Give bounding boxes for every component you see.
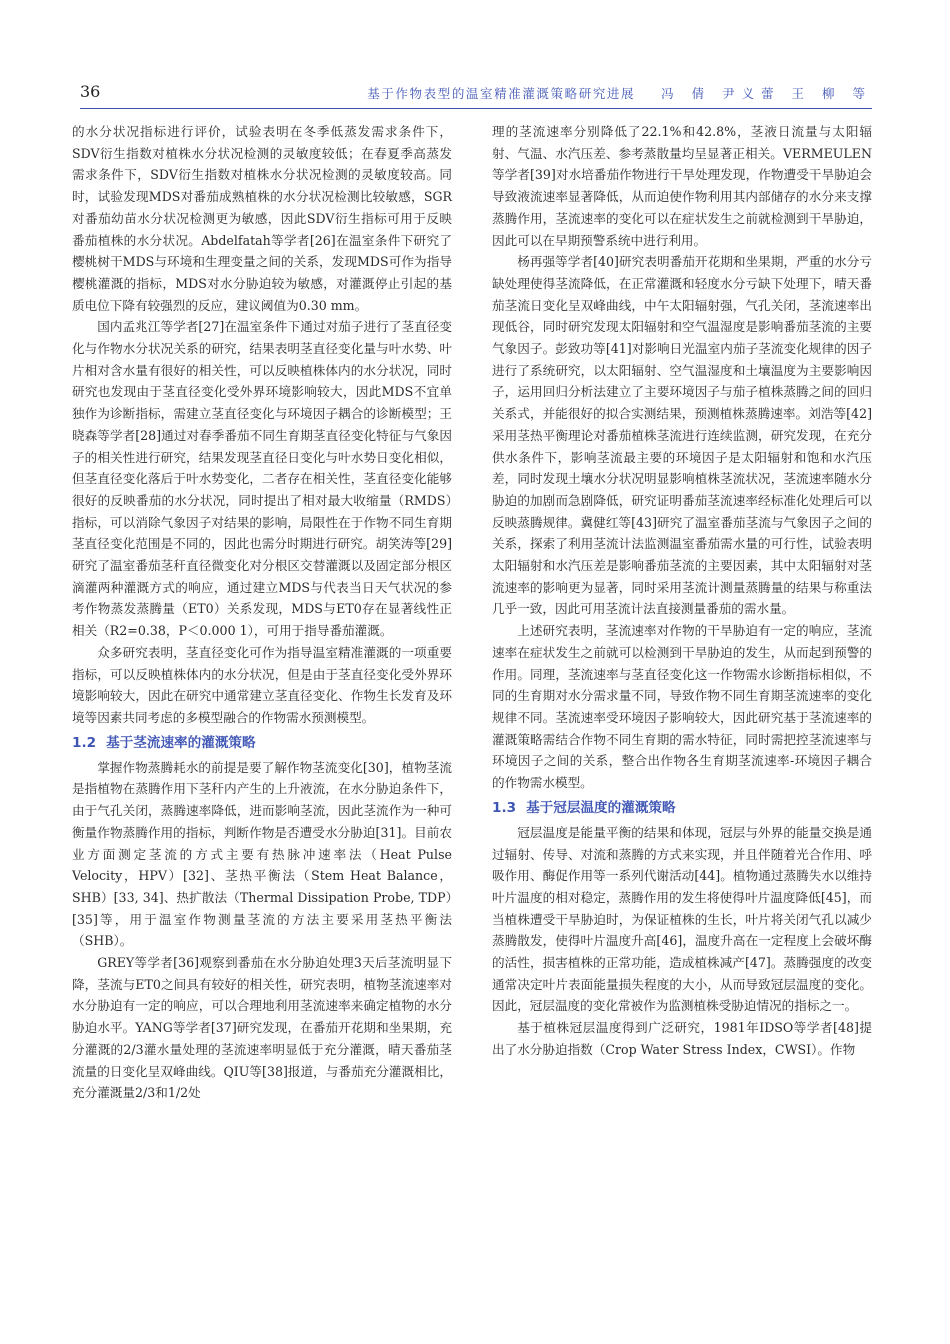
body-paragraph: GREY等学者[36]观察到番茄在水分胁迫处理3天后茎流明显下降，茎流与ET0之间具有较好的相关性，研究表明，植物茎流速率对水分胁迫有一定的响应，可以合理地利用茎流速率来确定植物的水分胁迫水平。YANG等学者[37]研究发现，在番茄开花期和坐果期，充分灌溉的2/3灌水量处理的茎流速率明显低于充分灌溉，晴天番茄茎流量的日变化呈双峰曲线。QIU等[38]报道，与番茄充分灌溉相比，充分灌溉量2/3和1/2处 [72,955,452,1101]
section-number: 1.3 [492,799,517,816]
body-paragraph: 的水分状况指标进行评价，试验表明在冬季低蒸发需求条件下，SDV衍生指数对植株水分状况检测的灵敏度较低；在春夏季高蒸发需求条件下，SDV衍生指数对植株水分状况检测的灵敏度较高。同时，试验发现MDS对番茄成熟植株的水分状况检测比较敏感，SGR对番茄幼苗水分状况检测更为敏感，因此SDV衍生指标可用于反映番茄植株的水分状况。Abdelfatah等学者[26]在温室条件下研究了樱桃树干MDS与环境和生理变量之间的关系，发现MDS可作为指导樱桃灌溉的指标，MDS对水分胁迫较为敏感，对灌溉停止引起的基质电位下降有较强烈的反应，建议阈值为0.30 mm。 [72,124,452,313]
section-heading [492,797,872,819]
left-column [72,121,452,1104]
running-header [367,84,872,102]
body-paragraph: 理的茎流速率分别降低了22.1%和42.8%，茎液日流量与太阳辐射、气温、水汽压差、参考蒸散量均呈显著正相关。VERMEULEN等学者[39]对水培番茄作物进行干旱处理发现，作物遭受干旱胁迫会导致液流速率显著降低，从而迫使作物利用其内部储存的水分来支撑蒸腾作用，茎流速率的变化可以在症状发生之前就检测到干旱胁迫，因此可以在早期预警系统中进行利用。 [492,124,872,248]
body-paragraph: 国内孟兆江等学者[27]在温室条件下通过对茄子进行了茎直径变化与作物水分状况关系的研究，结果表明茎直径变化量与叶水势、叶片相对含水量有很好的相关性，可以反映植株体内的水分状况，同时研究也发现由于茎直径变化受外界环境影响较大，因此MDS不宜单独作为诊断指标，需建立茎直径变化与环境因子耦合的诊断模型；王晓森等学者[28]通过对春季番茄不同生育期茎直径变化特征与气象因子的相关性进行研究，结果发现茎直径日变化与叶水势日变化相似，但茎直径变化落后于叶水势变化，二者存在相关性，茎直径变化能够很好的反映番茄的水分状况，同时提出了相对最大收缩量（RMDS）指标，可以消除气象因子对结果的影响，局限性在于作物不同生育期茎直径变化范围是不同的，因此也需分时期进行研究。胡笑涛等[29]研究了温室番茄茎秆直径微变化对分根区交替灌溉以及固定部分根区滴灌两种灌溉方式的响应，通过建立MDS与代表当日天气状况的参考作物蒸发蒸腾量（ET0）关系发现，MDS与ET0存在显著线性正相关（R2=0.38，P＜0.000 1），可用于指导番茄灌溉。 [72,319,452,639]
body-paragraph: 上述研究表明，茎流速率对作物的干旱胁迫有一定的响应，茎流速率在症状发生之前就可以检测到干旱胁迫的发生，从而起到预警的作用。同理，茎流速率与茎直径变化这一作物需水诊断指标相似，不同的生育期对水分需求量不同，导致作物不同生育期茎流速率的变化规律不同。茎流速率受环境因子影响较大，因此研究基于茎流速率的灌溉策略需结合作物不同生育期的需水特征，同时需把控茎流速率与环境因子之间的关系，整合出作物各生育期茎流速率-环境因子耦合的作物需水模型。 [492,623,872,791]
body-paragraph: 杨再强等学者[40]研究表明番茄开花期和坐果期，严重的水分亏缺处理使得茎流降低，在正常灌溉和轻度水分亏缺下处理下，晴天番茄茎流日变化呈双峰曲线，中午太阳辐射强，气孔关闭，茎流速率出现低谷，同时研究发现太阳辐射和空气温湿度是影响番茄茎流的主要气象因子。彭致功等[41]对影响日光温室内茄子茎流变化规律的因子进行了系统研究，以太阳辐射、空气温湿度和土壤温度为主要影响因子，运用回归分析法建立了主要环境因子与茄子植株蒸腾之间的回归关系式，并能很好的拟合实测结果，预测植株蒸腾速率。刘浩等[42]采用茎热平衡理论对番茄植株茎流进行连续监测，研究发现，在充分供水条件下，影响茎流最主要的环境因子是太阳辐射和饱和水汽压差，同时发现土壤水分状况明显影响植株茎流状况，茎流速率随水分胁迫的加剧而急剧降低，研究证明番茄茎流速率经标准化处理后可以反映蒸腾规律。冀健红等[43]研究了温室番茄茎流与气象因子之间的关系，探索了利用茎流计法监测温室番茄需水量的可行性，试验表明太阳辐射和水汽压差是影响番茄茎流的主要因素，其中太阳辐射对茎流速率的影响更为显著，同时采用茎流计测量蒸腾量的结果与称重法几乎一致，因此可用茎流计法直接测量番茄的需水量。 [492,254,872,617]
section-number: 1.2 [72,734,97,751]
page-header [80,78,872,109]
body-paragraph: 冠层温度是能量平衡的结果和体现，冠层与外界的能量交换是通过辐射、传导、对流和蒸腾的方式来实现，并且伴随着光合作用、呼吸作用、酶促作用等一系列代谢活动[44]。植物通过蒸腾失水以维持叶片温度的相对稳定，蒸腾作用的发生将使得叶片温度降低[45]，而当植株遭受干旱胁迫时，为保证植株的生长，叶片将关闭气孔以减少蒸腾散发，使得叶片温度升高[46]，温度升高在一定程度上会破坏酶的活性，损害植株的正常功能，造成植株减产[47]。蒸腾强度的改变通常决定叶片表面能量损失程度的大小，从而导致冠层温度的变化。因此，冠层温度的变化常被作为监测植株受胁迫情况的指标之一。 [492,824,872,1014]
body-paragraph: 掌握作物蒸腾耗水的前提是要了解作物茎流变化[30]，植物茎流是指植物在蒸腾作用下茎秆内产生的上升液流，在水分胁迫条件下，由于气孔关闭，蒸腾速率降低，进而影响茎流，因此茎流作为一种可衡量作物蒸腾作用的指标，判断作物是否遭受水分胁迫[31]。目前农业方面测定茎流的方式主要有热脉冲速率法（Heat Pulse Velocity，HPV）[32]、茎热平衡法（Stem Heat Balance，SHB）[33, 34]、热扩散法（Thermal Dissipation Probe, TDP）[35]等，用于温室作物测量茎流的方法主要采用茎热平衡法（SHB）。 [72,759,452,949]
section-title: 基于冠层温度的灌溉策略 [526,799,676,816]
running-title: 基于作物表型的温室精准灌溉策略研究进展 [367,86,636,101]
body-paragraph: 众多研究表明，茎直径变化可作为指导温室精准灌溉的一项重要指标，可以反映植株体内的水分状况，但是由于茎直径变化受外界环境影响较大，因此在研究中通常建立茎直径变化、作物生长发育及环境等因素共同考虑的多模型融合的作物需水预测模型。 [72,644,452,725]
body-paragraph: 基于植株冠层温度得到广泛研究，1981年IDSO等学者[48]提出了水分胁迫指数（Crop Water Stress Index，CWSI）。作物 [492,1020,872,1057]
running-authors: 冯 倩 尹义蕾 王 柳 等 [661,86,872,101]
page-number: 36 [80,82,101,101]
section-heading [72,732,452,754]
right-column [492,121,872,1061]
section-title: 基于茎流速率的灌溉策略 [106,734,256,751]
